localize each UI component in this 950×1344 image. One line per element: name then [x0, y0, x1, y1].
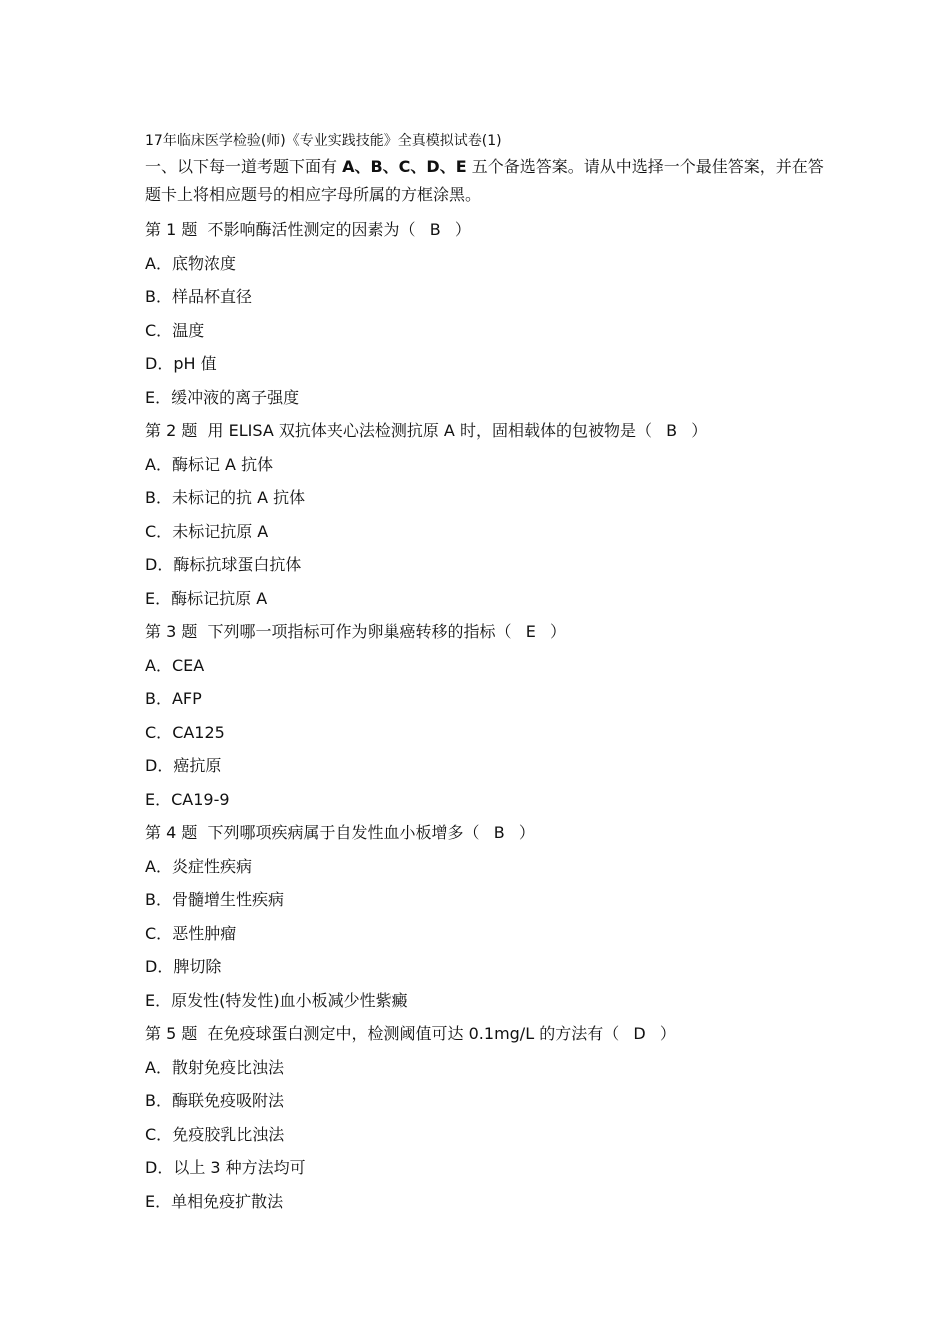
option-item: [145, 381, 825, 415]
instructions: [145, 153, 825, 209]
option-letter: E．: [145, 1191, 172, 1211]
option-item: [145, 783, 825, 817]
question-text: 下列哪项疾病属于自发性血小板增多（: [207, 823, 480, 842]
option-item: [145, 883, 825, 917]
option-letter: B．: [145, 689, 172, 708]
question-1-stem: [145, 213, 825, 247]
question-5-stem: [145, 1017, 825, 1051]
document-page: [145, 130, 825, 1218]
option-letter: A．: [145, 454, 172, 474]
option-letter: A．: [145, 655, 172, 675]
option-letter: D．: [145, 354, 174, 373]
option-item: [145, 481, 825, 515]
option-item: [145, 247, 825, 281]
question-close-paren: ）: [691, 421, 708, 440]
question-number: 第 4 题: [145, 823, 198, 842]
option-letter: D．: [145, 1158, 174, 1177]
option-text: 样品杯直径: [171, 287, 252, 306]
option-item: [145, 347, 825, 381]
option-text: 酶标抗球蛋白抗体: [173, 555, 302, 574]
option-text: 未标记抗原 A: [172, 521, 269, 541]
question-number: 第 5 题: [145, 1024, 198, 1043]
option-text: CEA: [171, 655, 205, 675]
option-item: [145, 716, 825, 750]
option-text: 恶性肿瘤: [172, 923, 237, 943]
question-number: 第 1 题: [145, 220, 198, 239]
question-3-stem: [145, 615, 825, 649]
question-text: 用 ELISA 双抗体夹心法检测抗原 A 时，固相载体的包被物是（: [207, 421, 652, 440]
answer-letter: B: [429, 220, 441, 239]
option-item: [145, 682, 825, 716]
option-item: [145, 649, 825, 683]
option-text: 脾切除: [173, 957, 222, 976]
question-close-paren: ）: [659, 1024, 676, 1043]
option-item: [145, 1084, 825, 1118]
option-letter: E．: [145, 588, 172, 608]
option-text: 温度: [172, 320, 205, 340]
option-text: 免疫胶乳比浊法: [172, 1124, 285, 1144]
option-text: 原发性(特发性)血小板减少性紫癜: [171, 990, 408, 1010]
option-item: [145, 1118, 825, 1152]
answer-letter: B: [666, 421, 678, 440]
option-letter: E．: [145, 789, 172, 809]
option-text: 癌抗原: [173, 756, 222, 775]
option-text: CA19-9: [171, 789, 230, 809]
instructions-letters: A、B、C、D、E: [342, 157, 467, 176]
question-text: 在免疫球蛋白测定中，检测阈值可达 0.1mg/L 的方法有（: [207, 1024, 620, 1043]
option-text: 酶标记 A 抗体: [171, 454, 274, 474]
option-text: 酶联免疫吸附法: [171, 1091, 284, 1110]
option-text: 单相免疫扩散法: [171, 1191, 284, 1211]
option-letter: D．: [145, 756, 174, 775]
question-number: 第 3 题: [145, 622, 198, 641]
option-text: 骨髓增生性疾病: [171, 890, 284, 909]
option-text: AFP: [171, 689, 202, 708]
option-letter: C．: [145, 722, 173, 742]
option-item: [145, 917, 825, 951]
option-letter: A．: [145, 1057, 172, 1077]
option-text: 酶标记抗原 A: [171, 588, 268, 608]
answer-letter: B: [493, 823, 505, 842]
option-letter: D．: [145, 957, 174, 976]
option-text: CA125: [172, 722, 225, 742]
question-close-paren: ）: [518, 823, 535, 842]
option-letter: B．: [145, 890, 172, 909]
option-item: [145, 548, 825, 582]
option-text: 炎症性疾病: [171, 856, 252, 876]
option-text: 散射免疫比浊法: [171, 1057, 284, 1077]
document-title: 17年临床医学检验(师)《专业实践技能》全真模拟试卷(1): [145, 133, 502, 149]
option-letter: C．: [145, 1124, 173, 1144]
option-item: [145, 950, 825, 984]
question-4-stem: [145, 816, 825, 850]
question-number: 第 2 题: [145, 421, 198, 440]
answer-letter: E: [525, 622, 536, 641]
option-letter: B．: [145, 287, 172, 306]
instructions-text-start: 一、以下每一道考题下面有: [145, 157, 343, 176]
option-item: [145, 984, 825, 1018]
option-text: 缓冲液的离子强度: [171, 387, 300, 407]
option-letter: C．: [145, 923, 173, 943]
option-item: [145, 1151, 825, 1185]
option-item: [145, 749, 825, 783]
question-close-paren: ）: [550, 622, 567, 641]
option-item: [145, 314, 825, 348]
option-letter: B．: [145, 1091, 172, 1110]
option-item: [145, 1185, 825, 1219]
option-letter: B．: [145, 488, 172, 507]
option-letter: A．: [145, 253, 172, 273]
option-letter: C．: [145, 320, 173, 340]
question-2-stem: [145, 414, 825, 448]
question-text: 下列哪一项指标可作为卵巢癌转移的指标（: [207, 622, 512, 641]
option-text: 未标记的抗 A 抗体: [171, 488, 306, 507]
option-letter: E．: [145, 990, 172, 1010]
question-close-paren: ）: [454, 220, 471, 239]
option-text: 以上 3 种方法均可: [173, 1158, 306, 1177]
option-letter: E．: [145, 387, 172, 407]
option-item: [145, 515, 825, 549]
answer-letter: D: [633, 1024, 646, 1043]
option-item: [145, 850, 825, 884]
question-list: [145, 213, 825, 1218]
option-item: [145, 280, 825, 314]
option-item: [145, 1051, 825, 1085]
instructions-text-end: 五个备选答案。请从中选择一个最佳答案，并在答题卡上将相应题号的相应字母所属的方框涂黑。: [145, 157, 824, 204]
option-letter: D．: [145, 555, 174, 574]
option-letter: C．: [145, 521, 173, 541]
option-item: [145, 448, 825, 482]
question-text: 不影响酶活性测定的因素为（: [207, 220, 416, 239]
option-text: pH 值: [173, 354, 217, 373]
option-text: 底物浓度: [171, 253, 236, 273]
option-item: [145, 582, 825, 616]
option-letter: A．: [145, 856, 172, 876]
